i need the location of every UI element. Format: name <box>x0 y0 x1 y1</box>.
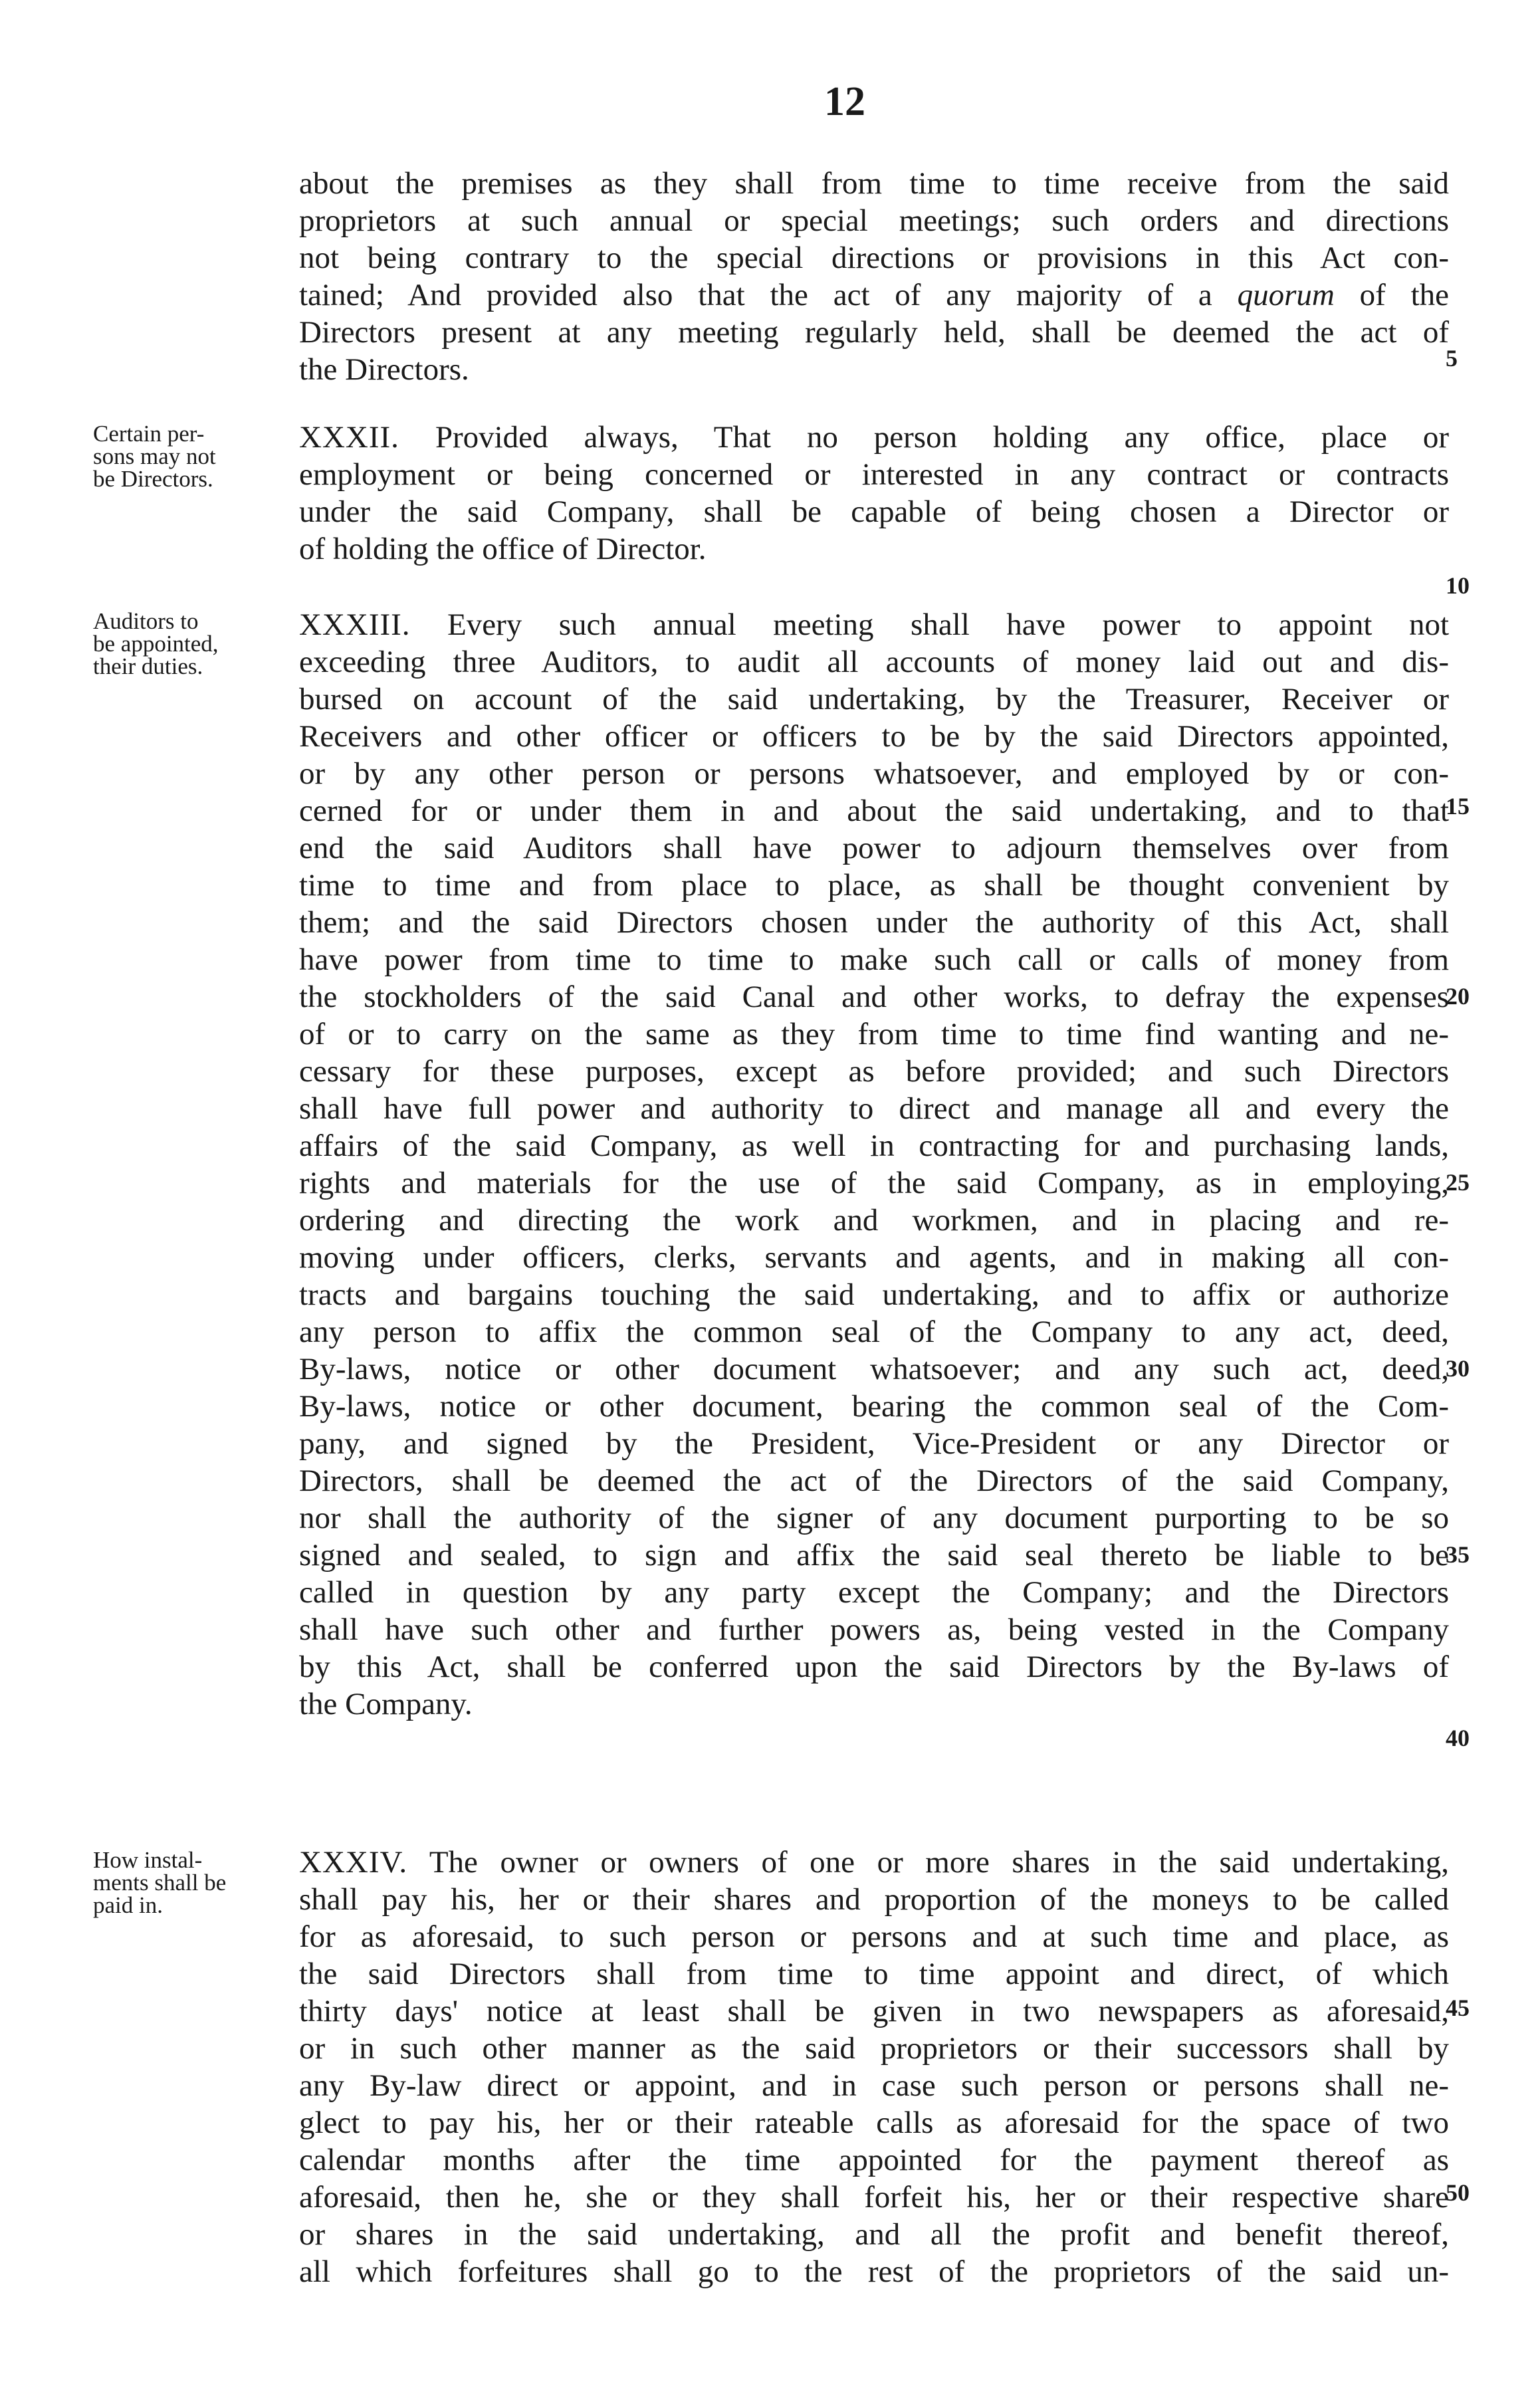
text-line: called in question by any party except the Company; and the Directors <box>299 1575 1449 1610</box>
text-line: Directors present at any meeting regularly held, shall be deemed the act of <box>299 315 1449 350</box>
margin-note-line: Auditors to <box>93 608 199 634</box>
text-line: calendar months after the time appointed for the payment thereof as <box>299 2143 1449 2177</box>
margin-note-line: How instal- <box>93 1847 203 1873</box>
text-line: shall have such other and further powers as, being vested in the Company <box>299 1612 1449 1647</box>
text-line: for as aforesaid, to such person or persons and at such time and place, as <box>299 1919 1449 1954</box>
text-line: any person to affix the common seal of the Company to any act, deed, <box>299 1315 1449 1349</box>
text-line: or shares in the said undertaking, and all the profit and benefit thereof, <box>299 2217 1449 2252</box>
margin-note-line: paid in. <box>93 1892 163 1918</box>
text-line: cessary for these purposes, except as before provided; and such Directors <box>299 1054 1449 1089</box>
text-line: shall pay his, her or their shares and proportion of the moneys to be called <box>299 1882 1449 1917</box>
text-line: under the said Company, shall be capable of being chosen a Director or <box>299 494 1449 529</box>
text-line: nor shall the authority of the signer of any document purporting to be so <box>299 1501 1449 1535</box>
text-line: them; and the said Directors chosen under the authority of this Act, shall <box>299 905 1449 940</box>
margin-note-auditors <box>93 610 292 678</box>
text-line: all which forfeitures shall go to the rest of the proprietors of the said un- <box>299 2254 1449 2289</box>
text-line: Receivers and other officer or officers to be by the said Directors appointed, <box>299 719 1449 754</box>
text-line: exceeding three Auditors, to audit all accounts of money laid out and dis- <box>299 645 1449 679</box>
line-number: 15 <box>1446 793 1470 819</box>
section-xxxiii <box>299 606 1449 1723</box>
margin-note-line: be appointed, <box>93 631 219 657</box>
text-line: employment or being concerned or interested in any contract or contracts <box>299 457 1449 492</box>
text-line: the stockholders of the said Canal and other works, to defray the expenses <box>299 980 1449 1014</box>
text-line: By-laws, notice or other document, bearing the common seal of the Com- <box>299 1389 1449 1424</box>
text-line: glect to pay his, her or their rateable calls as aforesaid for the space of two <box>299 2106 1449 2140</box>
line-number: 5 <box>1446 345 1458 372</box>
text-line: the Company. <box>299 1687 473 1721</box>
text-line: XXXIII. Every such annual meeting shall have power to appoint not <box>299 607 1450 642</box>
text-line: moving under officers, clerks, servants and agents, and in making all con- <box>299 1240 1449 1275</box>
text-line: aforesaid, then he, she or they shall forfeit his, her or their respective share <box>299 2180 1449 2215</box>
margin-note-line: Certain per- <box>93 421 205 447</box>
text-line: XXXIV. The owner or owners of one or more shares in the said undertaking, <box>299 1845 1449 1880</box>
text-line: tracts and bargains touching the said undertaking, and to affix or authorize <box>299 1277 1449 1312</box>
text-line: shall have full power and authority to direct and manage all and every the <box>299 1091 1449 1126</box>
page-number: 12 <box>824 79 865 124</box>
text-line: any By-law direct or appoint, and in case such person or persons shall ne- <box>299 2068 1449 2103</box>
section-xxxii <box>299 419 1449 568</box>
text-line: Directors, shall be deemed the act of the Directors of the said Company, <box>299 1464 1449 1498</box>
text-line: or by any other person or persons whatsoever, and employed by or con- <box>299 756 1449 791</box>
line-number: 40 <box>1446 1725 1470 1751</box>
line-number: 10 <box>1446 572 1470 599</box>
text-line: proprietors at such annual or special meetings; such orders and directions <box>299 203 1449 238</box>
text-line: bursed on account of the said undertaking, by the Treasurer, Receiver or <box>299 682 1449 716</box>
text-line: By-laws, notice or other document whatsoever; and any such act, deed, <box>299 1352 1449 1386</box>
text-line: the said Directors shall from time to time appoint and direct, of which <box>299 1957 1449 1991</box>
line-number: 50 <box>1446 2179 1470 2206</box>
text-line: end the said Auditors shall have power to adjourn themselves over from <box>299 831 1449 865</box>
margin-note-line: their duties. <box>93 653 203 679</box>
text-line: the Directors. <box>299 352 469 387</box>
margin-note-line: be Directors. <box>93 466 213 492</box>
line-number: 20 <box>1446 983 1470 1010</box>
section-numeral: XXXIII. <box>299 607 411 642</box>
continuation-paragraph <box>299 165 1449 388</box>
text-line: about the premises as they shall from time to time receive from the said <box>299 166 1449 201</box>
text-line: XXXII. Provided always, That no person holding any office, place or <box>299 420 1450 455</box>
text-line: rights and materials for the use of the said Company, as in employing, <box>299 1166 1449 1200</box>
text-line: of or to carry on the same as they from time to time find wanting and ne- <box>299 1017 1449 1051</box>
margin-note-instalments <box>93 1849 292 1917</box>
section-numeral: XXXIV. <box>299 1845 408 1880</box>
text-line: not being contrary to the special directions or provisions in this Act con- <box>299 241 1449 275</box>
text-line: thirty days' notice at least shall be given in two newspapers as aforesaid, <box>299 1994 1449 2028</box>
text-line: have power from time to time to make such call or calls of money from <box>299 942 1449 977</box>
line-number: 45 <box>1446 1995 1470 2021</box>
text-line: by this Act, shall be conferred upon the said Directors by the By-laws of <box>299 1650 1449 1684</box>
section-xxxiv <box>299 1844 1449 2290</box>
text-line: or in such other manner as the said proprietors or their successors shall by <box>299 2031 1449 2066</box>
line-number: 35 <box>1446 1541 1470 1568</box>
text-line: time to time and from place to place, as shall be thought convenient by <box>299 868 1449 903</box>
line-number: 30 <box>1446 1355 1470 1382</box>
text-line: pany, and signed by the President, Vice-President or any Director or <box>299 1426 1449 1461</box>
line-number: 25 <box>1446 1169 1470 1196</box>
text-line: of holding the office of Director. <box>299 532 707 566</box>
text-line: affairs of the said Company, as well in contracting for and purchasing lands, <box>299 1129 1449 1163</box>
margin-note-certain-persons <box>93 423 292 490</box>
margin-note-line: ments shall be <box>93 1870 227 1896</box>
text-line: tained; And provided also that the act of any majority of a quorum of the <box>299 278 1449 312</box>
text-line: ordering and directing the work and workmen, and in placing and re- <box>299 1203 1449 1238</box>
margin-note-line: sons may not <box>93 443 216 469</box>
section-numeral: XXXII. <box>299 420 399 455</box>
text-line: signed and sealed, to sign and affix the said seal thereto be liable to be <box>299 1538 1449 1573</box>
text-line: cerned for or under them in and about the said undertaking, and to that <box>299 794 1449 828</box>
